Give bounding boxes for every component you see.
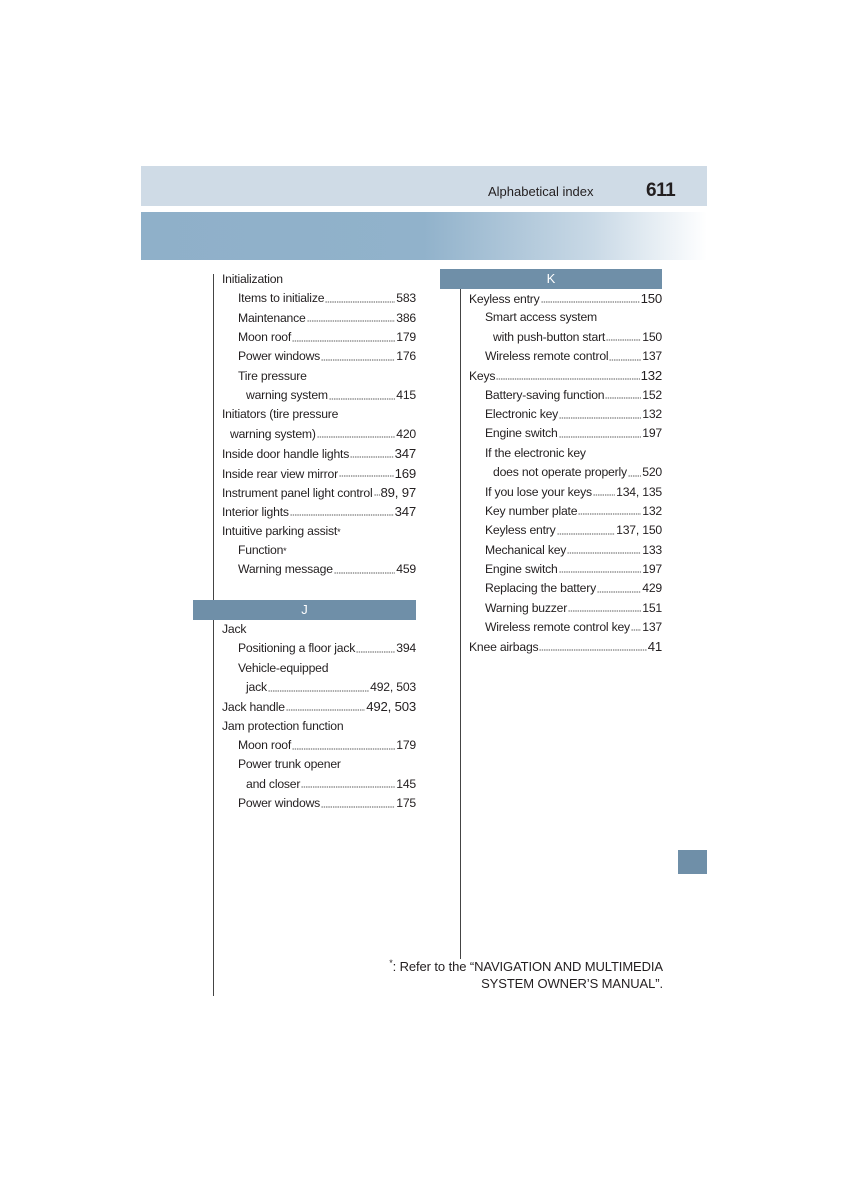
index-entry-page: 89, 97 — [380, 484, 416, 500]
dot-leader — [496, 376, 639, 381]
index-entry — [246, 775, 416, 794]
index-entry — [222, 483, 416, 502]
index-entry — [469, 366, 662, 385]
index-entry-page: 394 — [396, 641, 416, 656]
page-number: 611 — [646, 180, 676, 201]
index-entry-page: 386 — [396, 310, 416, 325]
index-entry-text: Mechanical key — [485, 542, 567, 557]
index-entry-text: Wireless remote control — [485, 349, 609, 364]
index-entry-text: Smart access system — [485, 310, 598, 325]
index-entry-text: Keyless entry — [485, 523, 556, 538]
index-entry-text: Jam protection function — [222, 718, 344, 733]
dot-leader — [329, 396, 395, 401]
dot-leader — [559, 570, 642, 575]
dot-leader — [541, 299, 640, 304]
index-entry-text: Power windows — [238, 796, 321, 811]
index-entry-page: 169 — [394, 465, 416, 481]
index-entry — [238, 659, 328, 678]
index-entry — [222, 697, 416, 716]
index-entry-page: 145 — [396, 776, 416, 791]
index-entry — [485, 560, 662, 579]
dot-leader — [597, 589, 641, 594]
dot-leader — [321, 804, 395, 809]
index-entry-text: Engine switch — [485, 426, 558, 441]
index-entry — [485, 521, 662, 540]
section-heading-j: J — [193, 600, 416, 620]
index-entry — [222, 464, 416, 483]
dot-leader — [356, 649, 395, 654]
index-entry: Function * — [238, 541, 286, 560]
index-entry — [485, 483, 662, 502]
index-entry-text: Instrument panel light control — [222, 485, 373, 500]
index-entry-page: 492, 503 — [366, 699, 416, 715]
index-entry — [230, 425, 416, 444]
dot-leader — [374, 493, 380, 498]
dot-leader — [292, 746, 395, 751]
dot-leader — [609, 357, 641, 362]
index-entry-text: does not operate properly — [493, 465, 627, 480]
dot-leader — [539, 647, 646, 652]
index-entry-page: 459 — [396, 562, 416, 577]
index-entry-text: Positioning a floor jack — [238, 641, 356, 656]
index-entry-text: Moon roof — [238, 738, 292, 753]
index-entry — [222, 717, 343, 736]
index-entry-page: 152 — [642, 387, 662, 402]
index-entry — [469, 289, 662, 308]
index-entry-page: 132 — [642, 503, 662, 518]
index-entry-page: 179 — [396, 330, 416, 345]
index-entry-page: 179 — [396, 738, 416, 753]
index-entry-text: warning system — [246, 388, 328, 403]
dot-leader — [317, 435, 396, 440]
index-entry-text: If the electronic key — [485, 445, 586, 460]
index-entry-page: 137 — [642, 349, 662, 364]
footnote-line-2: SYSTEM OWNER’S MANUAL”. — [481, 976, 663, 991]
index-entry-text: Tire pressure — [238, 368, 307, 383]
index-entry — [485, 541, 662, 560]
index-entry — [485, 502, 662, 521]
index-entry-text: Intuitive parking assist — [222, 523, 338, 538]
index-entry-page: 150 — [642, 329, 662, 344]
index-entry — [485, 308, 597, 327]
index-entry-text: Warning message — [238, 562, 333, 577]
index-entry-text: Keyless entry — [469, 292, 540, 306]
index-entry-page: 429 — [642, 581, 662, 596]
index-entry — [485, 618, 662, 637]
index-entry-text: Maintenance — [238, 310, 306, 325]
index-entry — [238, 328, 416, 347]
index-entry-text: Keys — [469, 369, 496, 384]
index-entry — [238, 309, 416, 328]
index-entry-text: Inside door handle lights — [222, 447, 350, 462]
index-entry-page: 150 — [640, 291, 662, 306]
index-entry-page: 151 — [642, 600, 662, 615]
index-entry — [238, 347, 416, 366]
index-entry-text: warning system) — [230, 426, 316, 441]
dot-leader — [631, 628, 641, 633]
header-gradient-band — [141, 212, 707, 260]
index-entry-text: Moon roof — [238, 330, 292, 345]
index-entry — [485, 386, 662, 405]
index-entry-page: 520 — [642, 465, 662, 480]
index-entry — [485, 444, 586, 463]
index-entry — [222, 270, 283, 289]
index-entry-page: 137, 150 — [616, 523, 662, 538]
dot-leader — [628, 473, 641, 478]
index-entry-text: Vehicle-equipped — [238, 660, 329, 675]
index-entry-page: 583 — [396, 291, 416, 306]
dot-leader — [567, 551, 641, 556]
index-entry-text: Battery-saving function — [485, 387, 605, 402]
index-entry-text: Initiators (tire pressure — [222, 407, 339, 422]
index-entry-page: 176 — [396, 349, 416, 364]
index-entry-page: 347 — [394, 446, 416, 462]
index-entry-text: Power trunk opener — [238, 757, 341, 772]
header-title: Alphabetical index — [488, 184, 594, 199]
index-entry — [485, 424, 662, 443]
index-entry-page: 41 — [647, 639, 662, 655]
dot-leader — [559, 434, 642, 439]
index-entry — [222, 405, 338, 424]
dot-leader — [557, 531, 616, 536]
dot-leader — [593, 493, 615, 498]
index-entry — [238, 794, 416, 813]
index-entry — [222, 502, 416, 521]
dot-leader — [606, 338, 641, 343]
footnote — [389, 958, 663, 992]
dot-leader — [307, 319, 396, 324]
index-thumb-tab — [678, 850, 707, 874]
index-entry-text: Initialization — [222, 272, 283, 286]
index-entry-text: Warning buzzer — [485, 600, 568, 615]
index-entry-page: 197 — [642, 561, 662, 576]
index-entry — [238, 639, 416, 658]
index-entry — [485, 599, 662, 618]
dot-leader — [334, 570, 395, 575]
index-entry-page: 420 — [396, 426, 416, 441]
index-entry — [222, 444, 416, 463]
dot-leader — [325, 299, 395, 304]
index-entry-page: 492, 503 — [370, 680, 416, 695]
index-entry — [246, 678, 416, 697]
index-entry — [222, 620, 246, 639]
section-heading-k: K — [440, 269, 662, 289]
dot-leader — [286, 707, 365, 712]
index-entry: Intuitive parking assist * — [222, 522, 340, 541]
index-entry — [493, 463, 662, 482]
index-entry-page: 137 — [642, 619, 662, 634]
index-entry — [238, 736, 416, 755]
index-entry — [238, 289, 416, 308]
dot-leader — [290, 512, 394, 517]
index-entry-text: Wireless remote control key — [485, 619, 630, 634]
index-entry-text: Replacing the battery — [485, 581, 596, 596]
index-entry-text: with push-button start — [493, 329, 606, 344]
index-entry — [485, 347, 662, 366]
header-band — [141, 166, 707, 206]
index-entry-text: Function — [238, 542, 284, 557]
dot-leader — [268, 688, 369, 693]
middle-column-rule — [460, 274, 461, 959]
index-entry — [493, 328, 662, 347]
index-entry-text: Knee airbags — [469, 640, 539, 655]
index-entry — [469, 637, 662, 656]
index-entry-text: Inside rear view mirror — [222, 466, 338, 481]
index-entry — [238, 367, 307, 386]
index-entry-text: Power windows — [238, 349, 321, 364]
dot-leader — [301, 785, 395, 790]
index-entry-text: Jack handle — [222, 700, 285, 715]
dot-leader — [559, 415, 641, 420]
index-entry-text: If you lose your keys — [485, 484, 592, 499]
index-entry-page: 132 — [642, 407, 662, 422]
index-entry-text: Key number plate — [485, 503, 578, 518]
index-entry-page: 175 — [396, 796, 416, 811]
index-entry-page: 134, 135 — [616, 484, 662, 499]
footnote-mark: * — [389, 958, 393, 968]
dot-leader — [339, 474, 394, 479]
index-entry-text: Jack — [222, 622, 247, 636]
index-entry — [485, 405, 662, 424]
index-entry-text: Engine switch — [485, 561, 558, 576]
index-entry-text: Interior lights — [222, 505, 289, 520]
dot-leader — [568, 609, 641, 614]
index-entry-page: 347 — [394, 504, 416, 520]
dot-leader — [321, 357, 395, 362]
index-entry — [238, 755, 341, 774]
index-entry-page: 415 — [396, 388, 416, 403]
dot-leader — [292, 338, 395, 343]
index-entry-text: Items to initialize — [238, 291, 325, 306]
dot-leader — [350, 454, 393, 459]
index-entry — [238, 560, 416, 579]
dot-leader — [578, 512, 641, 517]
index-entry-text: jack — [246, 680, 267, 695]
dot-leader — [605, 396, 641, 401]
index-entry-page: 133 — [642, 542, 662, 557]
index-entry-text: and closer — [246, 776, 301, 791]
index-entry-text: Electronic key — [485, 407, 559, 422]
left-column-rule — [213, 274, 214, 996]
index-entry — [246, 386, 416, 405]
index-entry — [485, 579, 662, 598]
footnote-line-1: : Refer to the “NAVIGATION AND MULTIMEDIA — [392, 959, 663, 974]
index-entry-page: 132 — [640, 368, 662, 384]
index-entry-page: 197 — [642, 426, 662, 441]
